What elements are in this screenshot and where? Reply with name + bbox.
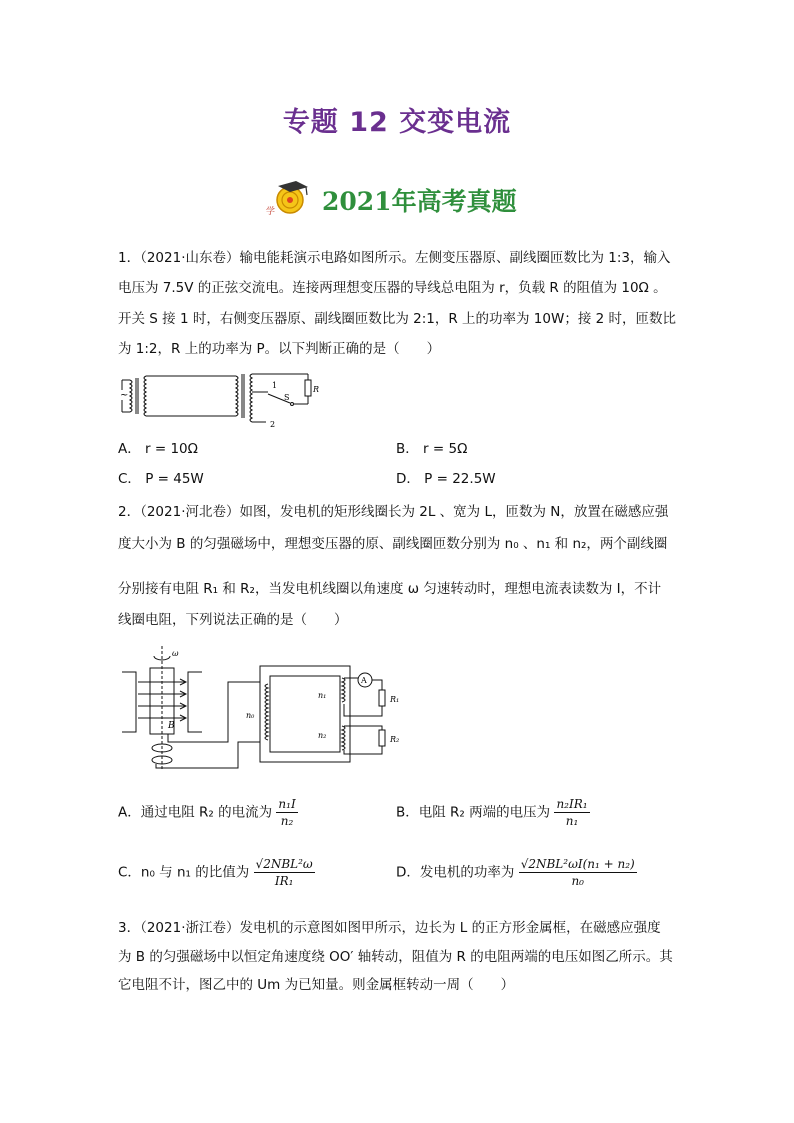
q2-option-d-denominator: n₀ (571, 874, 584, 888)
r2-label: R₂ (390, 735, 400, 744)
q2-generator-diagram (118, 642, 418, 774)
resistor-label: R (313, 385, 320, 394)
q2-option-b-text: B．电阻 R₂ 两端的电压为 (396, 804, 551, 821)
q2-option-b (396, 796, 590, 829)
q2-option-d-text: D．发电机的功率为 (396, 864, 515, 881)
q2-option-c-numerator: √2NBL²ω (255, 857, 313, 871)
field-b-label: B (168, 721, 175, 731)
q2-option-c (118, 856, 315, 889)
section-heading-text: 2021年高考真题 (322, 187, 517, 216)
q2-option-d-numerator: √2NBL²ωI(n₁ + n₂) (520, 857, 635, 871)
r1-label: R₁ (390, 695, 400, 704)
q2-option-b-numerator: n₂IR₁ (556, 797, 588, 811)
switch-label: S (284, 393, 290, 402)
q2-option-b-denominator: n₁ (565, 814, 579, 828)
question-3-line-1: 3．（2021·浙江卷）发电机的示意图如图甲所示，边长为 L 的正方形金属框，在磁感应强度 (118, 920, 661, 936)
q2-option-d (396, 856, 637, 889)
question-2-line-2: 度大小为 B 的匀强磁场中，理想变压器的原、副线圈匝数分别为 n₀ 、n₁ 和 n₂，两个副线圈 (118, 536, 668, 552)
question-1-line-4: 为 1:2，R 上的功率为 P。以下判断正确的是（ ） (118, 341, 441, 357)
question-2-line-4: 线圈电阻，下列说法正确的是（ ） (118, 612, 348, 628)
q2-option-a-numerator: n₁I (278, 797, 296, 811)
q2-option-c-denominator: IR₁ (274, 874, 294, 888)
q1-option-d: D． P = 22.5W (396, 471, 496, 487)
question-2-line-1: 2．（2021·河北卷）如图，发电机的矩形线圈长为 2L 、宽为 L，匝数为 N，放置在磁感应强 (118, 504, 669, 520)
q2-option-b-fraction (554, 796, 589, 829)
ammeter-label: A (361, 676, 367, 685)
n2-label: n₂ (318, 731, 327, 740)
q2-option-a-text: A．通过电阻 R₂ 的电流为 (118, 804, 273, 821)
question-1-line-2: 电压为 7.5V 的正弦交流电。连接两理想变压器的导线总电阻为 r，负载 R 的阻值为 10Ω 。 (118, 280, 667, 296)
q1-option-c: C． P = 45W (118, 471, 204, 487)
graduation-logo-icon (266, 178, 312, 216)
q2-option-c-text: C．n₀ 与 n₁ 的比值为 (118, 864, 250, 881)
n0-label: n₀ (246, 711, 255, 720)
q1-option-b: B． r = 5Ω (396, 441, 468, 457)
switch-terminal-1-label: 1 (272, 381, 278, 390)
q2-option-c-fraction (254, 856, 315, 889)
question-3-line-2: 为 B 的匀强磁场中以恒定角速度绕 OO′ 轴转动，阻值为 R 的电阻两端的电压如图乙所示。其 (118, 949, 673, 965)
q2-option-a-denominator: n₂ (280, 814, 294, 828)
svg-text:学: 学 (266, 207, 276, 216)
n1-label: n₁ (318, 691, 327, 700)
question-1-line-1: 1．（2021·山东卷）输电能耗演示电路如图所示。左侧变压器原、副线圈匝数比为 1:3，输入 (118, 250, 671, 266)
page-title: 专题 12 交变电流 (282, 107, 512, 138)
question-3-line-3: 它电阻不计，图乙中的 Um 为已知量。则金属框转动一周（ ） (118, 977, 515, 993)
q1-option-a: A． r = 10Ω (118, 441, 198, 457)
q1-circuit-diagram (118, 370, 328, 428)
ac-source-symbol: ~ (120, 390, 129, 401)
question-1-line-3: 开关 S 接 1 时，右侧变压器原、副线圈匝数比为 2:1，R 上的功率为 10W；接 2 时，匝数比 (118, 311, 677, 327)
q2-option-a (118, 796, 298, 829)
omega-label: ω (172, 649, 179, 658)
q2-option-a-fraction (276, 796, 297, 829)
switch-terminal-2-label: 2 (270, 420, 276, 428)
q2-option-d-fraction (519, 856, 637, 889)
question-2-line-3: 分别接有电阻 R₁ 和 R₂，当发电机线圈以角速度 ω 匀速转动时，理想电流表读数为 I，不计 (118, 581, 662, 597)
